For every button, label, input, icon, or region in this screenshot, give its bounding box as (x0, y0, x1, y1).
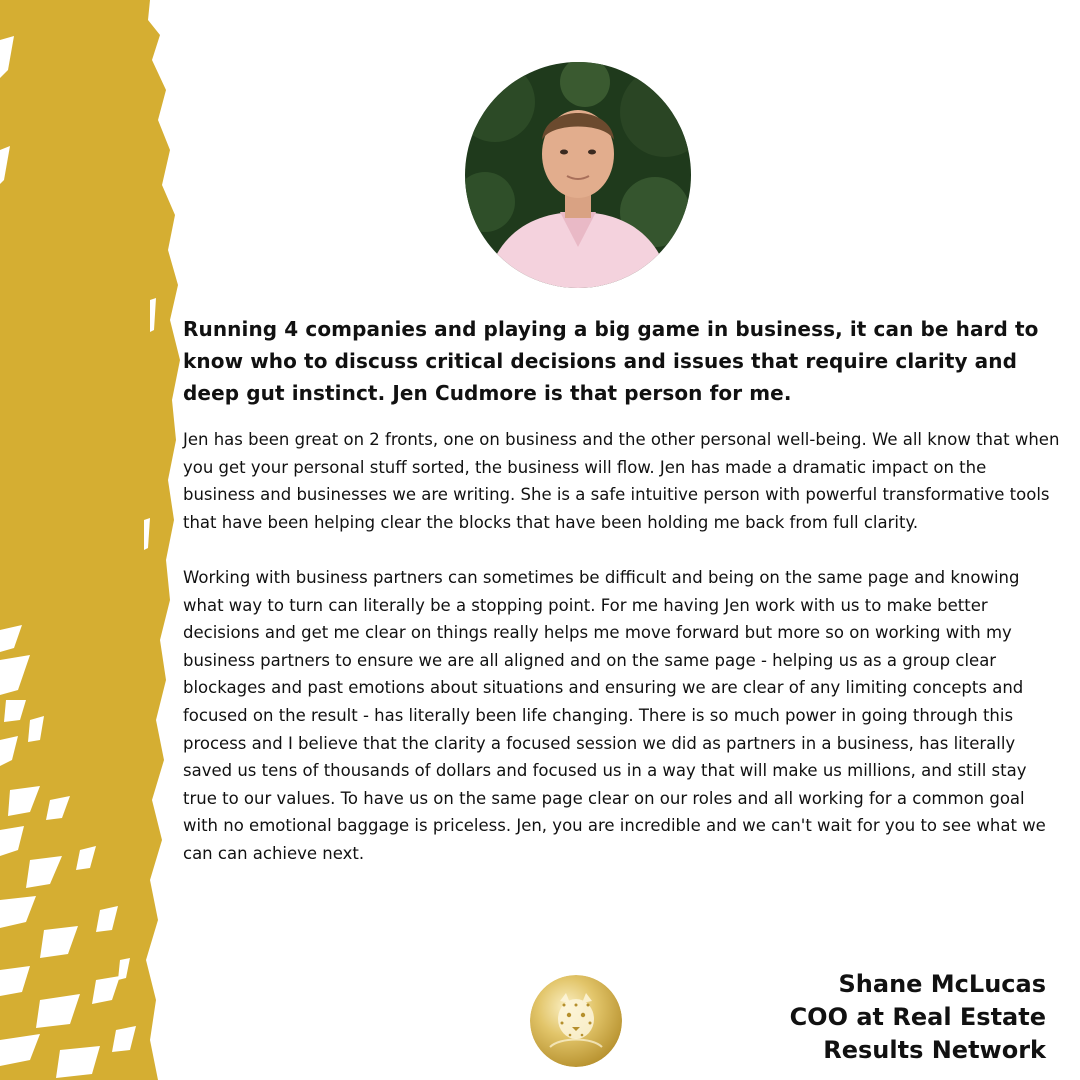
person-portrait-icon (465, 62, 691, 288)
testimonial-paragraph-2: Working with business partners can sometimes be difficult and being on the same page and knowing what way to turn can literally be a stopping point. For me having Jen work with us to make better decisions and get me clear on things really helps me move forward but more so on working with my business partners to ensure we are all aligned and on the same page - helping us as a group clear blockages and past emotions about situations and ensuring we are clear of any limiting concepts and focused on the result - has literally been life changing. There is so much power in going through this process and I believe that the clarity a focused session we did as partners in a business, has literally saved us tens of thousands of dollars and focused us in a way that will make us millions, and still stay true to our values. To have us on the same page clear on our roles and all working for a common goal with no emotional baggage is priceless. Jen, you are incredible and we can't wait for you to see what we can can achieve next. (183, 567, 1046, 863)
signature-title-line-1: COO at Real Estate (789, 1003, 1046, 1031)
signature-title-line-2: Results Network (823, 1036, 1046, 1064)
testimonial-headline: Running 4 companies and playing a big game in business, it can be hard to know who to discuss critical decisions and issues that require clarity and deep gut instinct. Jen Cudmore is that person for me. (183, 317, 1039, 405)
profile-photo (465, 62, 691, 288)
testimonial-body (183, 426, 1063, 868)
gold-leopard-logo-icon (530, 975, 622, 1067)
signature-name: Shane McLucas (838, 970, 1046, 998)
signature-block (790, 968, 1046, 1067)
testimonial-paragraph-1: Jen has been great on 2 fronts, one on business and the other personal well-being. We all know that when you get your personal stuff sorted, the business will flow. Jen has made a dramatic impact on the business and businesses we are writing. She is a safe intuitive person with powerful transformative tools that have been helping clear the blocks that have been holding me back from full clarity. (183, 430, 1060, 532)
gold-brush-stripe (0, 0, 190, 1080)
brand-logo (530, 975, 622, 1067)
